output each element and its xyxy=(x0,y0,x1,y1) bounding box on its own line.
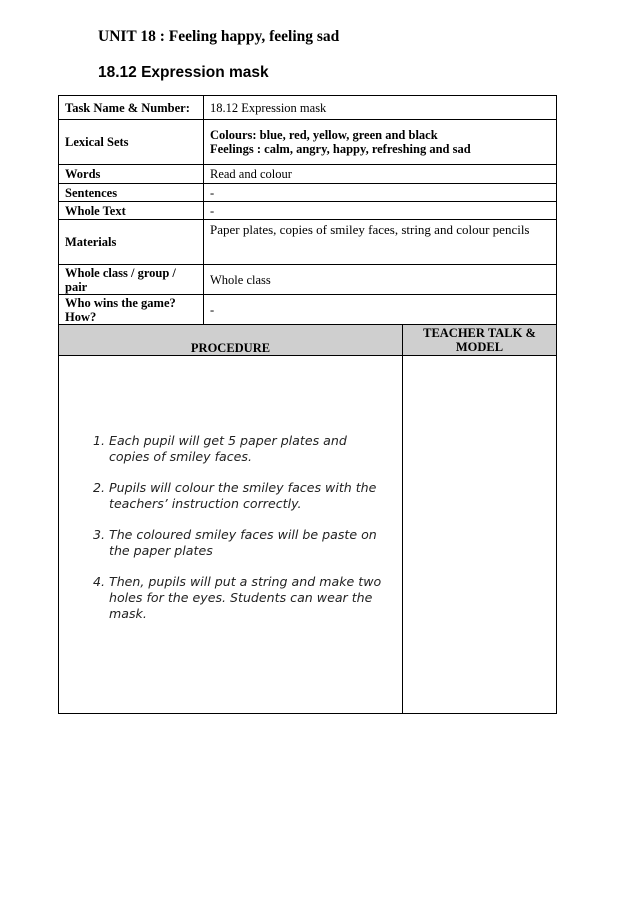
sentences-label: Sentences xyxy=(59,184,204,202)
materials-label: Materials xyxy=(59,220,204,265)
lexical-feelings: Feelings : calm, angry, happy, refreshing and sad xyxy=(210,142,471,156)
lexical-colours: Colours: blue, red, yellow, green and black xyxy=(210,128,438,142)
whole-text-label: Whole Text xyxy=(59,202,204,220)
procedure-header-row xyxy=(59,325,557,356)
lexical-label: Lexical Sets xyxy=(59,120,204,165)
lexical-value xyxy=(204,120,557,165)
procedure-body-row xyxy=(59,356,557,714)
grouping-value: Whole class xyxy=(204,265,557,295)
procedure-steps-cell xyxy=(59,356,403,714)
game-value: - xyxy=(204,295,557,325)
game-label: Who wins the game? How? xyxy=(59,295,204,325)
words-label: Words xyxy=(59,165,204,184)
teacher-talk-header: TEACHER TALK & MODEL xyxy=(403,325,557,356)
procedure-step: 3. The coloured smiley faces will be paste on the paper plates xyxy=(109,527,396,559)
row-lexical xyxy=(59,120,557,165)
procedure-step: 2. Pupils will colour the smiley faces with the teachers’ instruction correctly. xyxy=(109,480,396,512)
lesson-plan-table xyxy=(58,95,557,714)
row-materials xyxy=(59,220,557,265)
unit-title: UNIT 18 : Feeling happy, feeling sad xyxy=(98,28,340,45)
grouping-label: Whole class / group / pair xyxy=(59,265,204,295)
row-game xyxy=(59,295,557,325)
procedure-step: 4. Then, pupils will put a string and make two holes for the eyes. Students can wear the mask. xyxy=(109,574,396,622)
words-value: Read and colour xyxy=(204,165,557,184)
whole-text-value: - xyxy=(204,202,557,220)
procedure-steps xyxy=(65,433,396,622)
materials-value: Paper plates, copies of smiley faces, string and colour pencils xyxy=(204,220,557,265)
section-title: 18.12 Expression mask xyxy=(98,64,269,81)
row-words xyxy=(59,165,557,184)
row-whole-text xyxy=(59,202,557,220)
procedure-step: 1. Each pupil will get 5 paper plates and copies of smiley faces. xyxy=(109,433,396,465)
row-grouping xyxy=(59,265,557,295)
task-label: Task Name & Number: xyxy=(59,96,204,120)
row-sentences xyxy=(59,184,557,202)
row-task xyxy=(59,96,557,120)
procedure-header: PROCEDURE xyxy=(59,325,403,356)
task-value: 18.12 Expression mask xyxy=(204,96,557,120)
teacher-talk-cell xyxy=(403,356,557,714)
sentences-value: - xyxy=(204,184,557,202)
